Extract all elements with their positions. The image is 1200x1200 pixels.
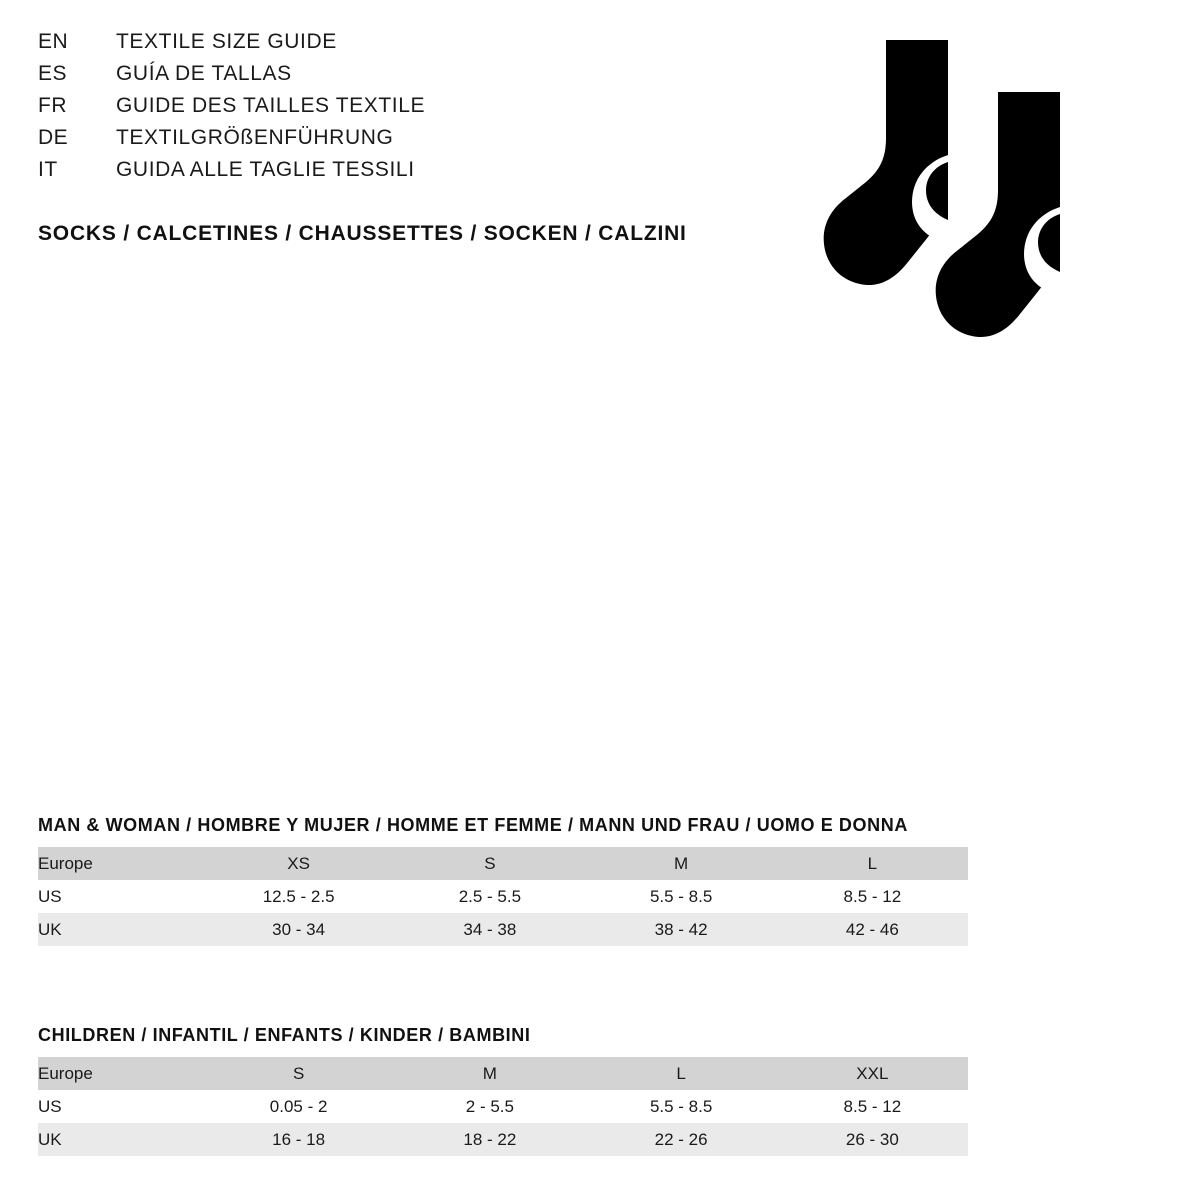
cell-value: 42 - 46 (777, 913, 968, 946)
section-title-children: CHILDREN / INFANTIL / ENFANTS / KINDER / BAMBINI (38, 1025, 531, 1045)
language-list (38, 30, 425, 190)
language-row-en (38, 30, 425, 62)
language-row-de (38, 126, 425, 158)
size-section-man-woman (38, 815, 968, 946)
cell-value: 0.05 - 2 (203, 1090, 394, 1123)
table-row (38, 1123, 968, 1156)
cell-value: 38 - 42 (586, 913, 777, 946)
cell-value: 8.5 - 12 (777, 880, 968, 913)
size-table-children (38, 1057, 968, 1156)
row-label: Europe (38, 847, 203, 880)
language-row-it (38, 158, 425, 190)
table-row (38, 880, 968, 913)
cell-value: 26 - 30 (777, 1123, 968, 1156)
language-row-fr (38, 94, 425, 126)
language-code-fr: FR (38, 94, 67, 117)
cell-value: L (777, 847, 968, 880)
size-table-man-woman (38, 847, 968, 946)
cell-value: 2.5 - 5.5 (394, 880, 585, 913)
language-code-en: EN (38, 30, 69, 53)
cell-value: S (203, 1057, 394, 1090)
cell-value: 34 - 38 (394, 913, 585, 946)
cell-value: M (394, 1057, 585, 1090)
language-text-fr: GUIDE DES TAILLES TEXTILE (116, 94, 426, 117)
cell-value: 8.5 - 12 (777, 1090, 968, 1123)
cell-value: 16 - 18 (203, 1123, 394, 1156)
row-label: UK (38, 913, 203, 946)
cell-value: S (394, 847, 585, 880)
row-label: US (38, 1090, 203, 1123)
language-code-it: IT (38, 158, 58, 181)
row-label: UK (38, 1123, 203, 1156)
cell-value: 12.5 - 2.5 (203, 880, 394, 913)
table-row (38, 847, 968, 880)
table-row (38, 913, 968, 946)
language-text-es: GUÍA DE TALLAS (116, 62, 292, 85)
language-row-es (38, 62, 425, 94)
language-code-de: DE (38, 126, 69, 149)
pair-of-socks-icon (800, 30, 1130, 360)
cell-value: XXL (777, 1057, 968, 1090)
row-label: US (38, 880, 203, 913)
cell-value: 22 - 26 (586, 1123, 777, 1156)
cell-value: 18 - 22 (394, 1123, 585, 1156)
row-label: Europe (38, 1057, 203, 1090)
size-section-children (38, 1025, 968, 1156)
cell-value: L (586, 1057, 777, 1090)
language-text-de: TEXTILGRÖßENFÜHRUNG (116, 126, 394, 149)
table-row (38, 1057, 968, 1090)
section-title-man-woman: MAN & WOMAN / HOMBRE Y MUJER / HOMME ET FEMME / MANN UND FRAU / UOMO E DONNA (38, 815, 908, 835)
product-title: SOCKS / CALCETINES / CHAUSSETTES / SOCKEN / CALZINI (38, 222, 687, 245)
table-row (38, 1090, 968, 1123)
language-text-en: TEXTILE SIZE GUIDE (116, 30, 337, 53)
cell-value: 30 - 34 (203, 913, 394, 946)
cell-value: M (586, 847, 777, 880)
cell-value: 5.5 - 8.5 (586, 1090, 777, 1123)
language-text-it: GUIDA ALLE TAGLIE TESSILI (116, 158, 415, 181)
cell-value: 5.5 - 8.5 (586, 880, 777, 913)
language-code-es: ES (38, 62, 68, 85)
cell-value: 2 - 5.5 (394, 1090, 585, 1123)
cell-value: XS (203, 847, 394, 880)
